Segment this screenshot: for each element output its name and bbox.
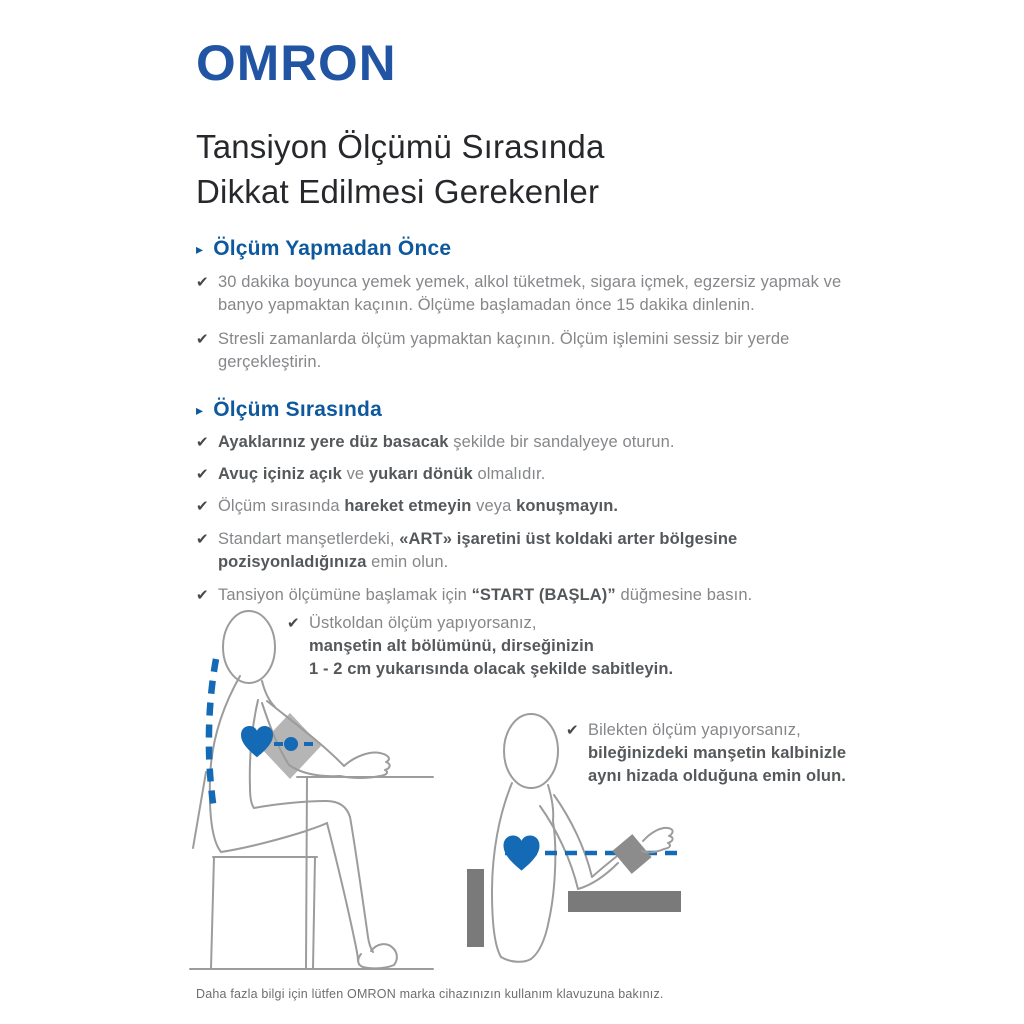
section-arrow-icon: ▸	[196, 401, 204, 418]
chair-back-bar	[467, 869, 484, 947]
person-upper-arm	[540, 795, 592, 889]
wrist-cuff	[612, 834, 651, 874]
person-back	[210, 676, 240, 852]
bullet-text: Ölçüm sırasında hareket etmeyin veya konuşmayın.	[218, 497, 619, 516]
checkmark-icon: ✔	[196, 498, 209, 516]
checkmark-icon: ✔	[287, 615, 300, 632]
person-head	[223, 611, 275, 683]
caption-line: manşetin alt bölümünü, dirseğinizin	[309, 637, 594, 655]
bullet-text: Tansiyon ölçümüne başlamak için “START (BAŞLA)” düğmesine basın.	[218, 585, 753, 604]
person-back	[492, 783, 512, 957]
checkmark-icon: ✔	[196, 433, 209, 451]
bullet-text: Stresli zamanlarda ölçüm yapmaktan kaçının. Ölçüm işlemini sessiz bir yerde gerçekleştirin.	[218, 329, 790, 372]
caption-lines	[588, 719, 846, 788]
section-heading-text: Ölçüm Sırasında	[213, 397, 382, 421]
checkmark-icon: ✔	[196, 586, 209, 604]
checkmark-icon: ✔	[196, 330, 209, 348]
person-forearm	[578, 853, 621, 889]
checkmark-icon: ✔	[196, 530, 209, 548]
checkmark-icon: ✔	[196, 466, 209, 484]
page-title-line1: Tansiyon Ölçümü Sırasında	[196, 128, 605, 165]
caption-lines	[309, 612, 673, 681]
caption-line: Bilekten ölçüm yapıyorsanız,	[588, 721, 801, 739]
person-bottom	[501, 957, 531, 962]
section-heading-text: Ölçüm Yapmadan Önce	[213, 237, 452, 260]
person-hand	[340, 753, 390, 778]
page-title-line2: Dikkat Edilmesi Gerekenler	[196, 173, 600, 210]
caption-wrist	[566, 719, 846, 788]
arm-rest-bench	[568, 891, 681, 912]
bullet-text: Ayaklarınız yere düz basacak şekilde bir sandalyeye oturun.	[218, 432, 675, 451]
footer-note: Daha fazla bilgi için lütfen OMRON marka cihazınızın kullanım klavuzuna bakınız.	[196, 987, 664, 1001]
bullet-text: Avuç içiniz açık ve yukarı dönük olmalıdır.	[218, 465, 546, 484]
person-foot	[358, 944, 397, 968]
bullet-text: 30 dakika boyunca yemek yemek, alkol tüketmek, sigara içmek, egzersiz yapmak ve banyo yapmaktan kaçının. Ölçüme başlamadan önce 15 dakika dinlenin.	[218, 273, 842, 315]
bullet-text: Standart manşetlerdeki, «ART» işaretini üst koldaki arter bölgesine pozisyonladığınıza emin olun.	[218, 529, 738, 572]
table	[297, 777, 433, 968]
checkmark-icon: ✔	[196, 274, 209, 291]
person-head	[504, 714, 558, 788]
caption-line: Üstkoldan ölçüm yapıyorsanız,	[309, 614, 537, 632]
person-thigh-top	[254, 801, 350, 817]
stool	[211, 857, 317, 968]
checkmark-icon: ✔	[566, 722, 579, 739]
caption-line: bileğinizdeki manşetin kalbinizle	[588, 744, 847, 762]
chair-backrest	[193, 772, 206, 848]
heart-icon	[504, 836, 540, 871]
cuff-center-dot	[284, 737, 298, 751]
omron-logo: OMRON	[196, 35, 397, 91]
person-hand	[642, 828, 673, 852]
person-thigh-under	[221, 823, 327, 852]
caption-line: 1 - 2 cm yukarısında olacak şekilde sabitleyin.	[309, 660, 674, 678]
caption-upperarm	[287, 612, 673, 681]
person-neck-front	[548, 785, 553, 821]
caption-line: aynı hizada olduğuna emin olun.	[588, 767, 846, 785]
section-arrow-icon: ▸	[196, 241, 204, 257]
